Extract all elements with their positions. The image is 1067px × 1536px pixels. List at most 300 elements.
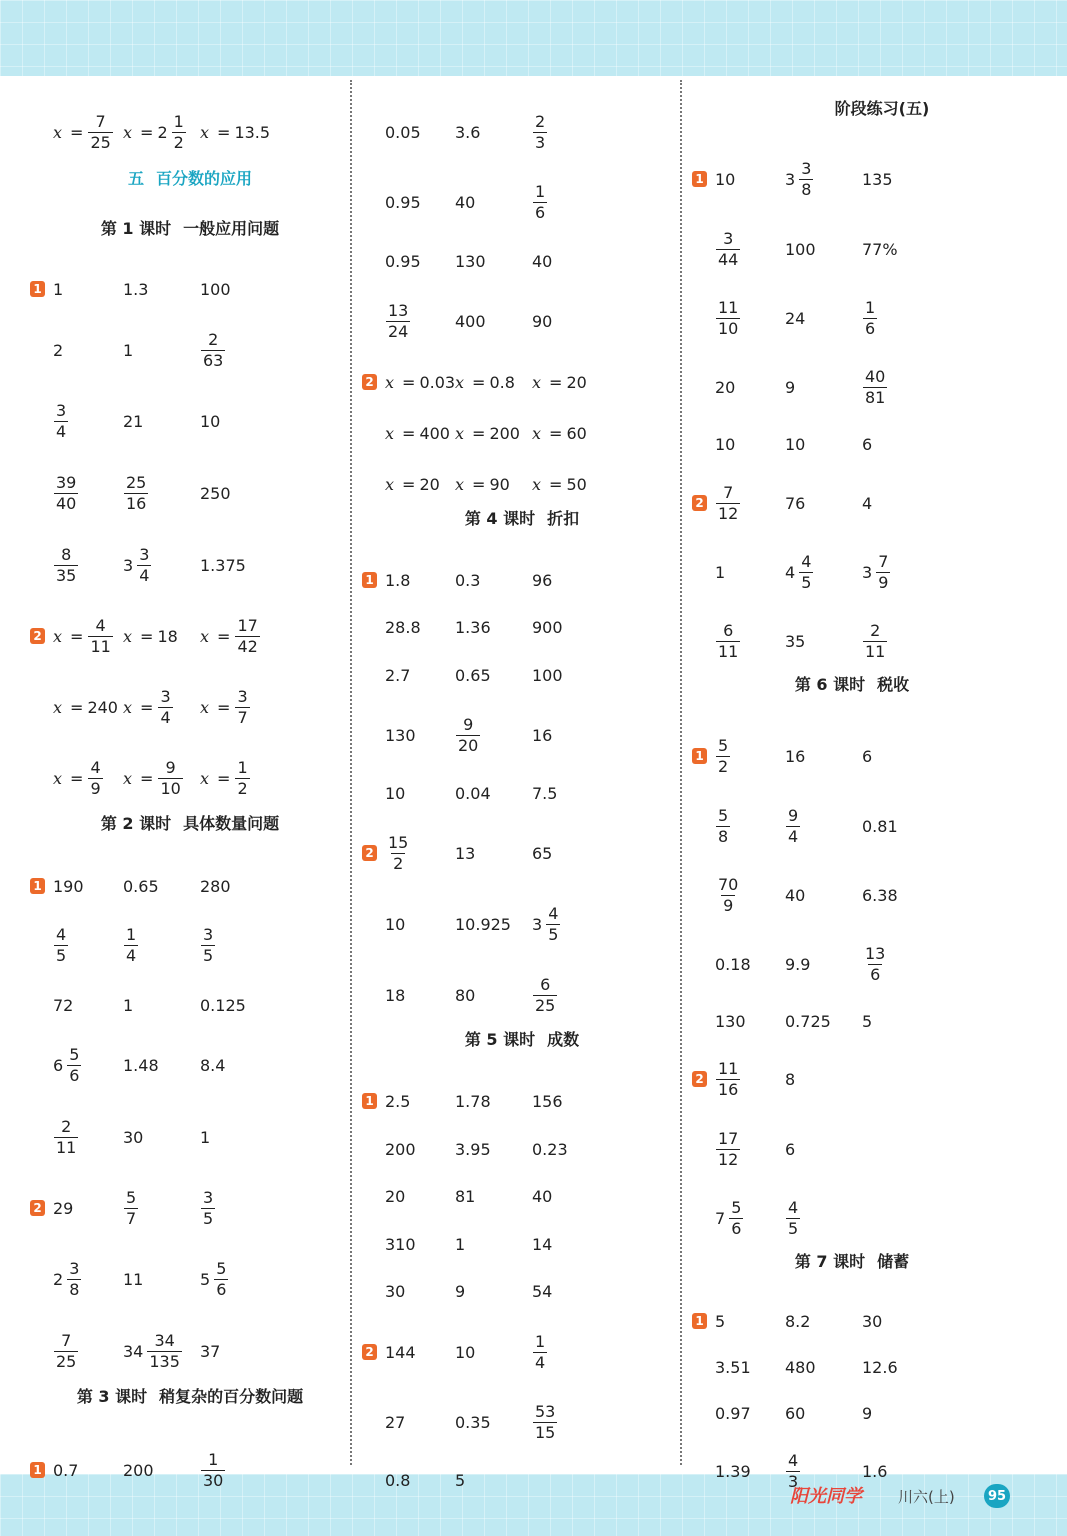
answer-cell (785, 149, 814, 209)
fraction-numerator: 3 (237, 686, 248, 706)
answer-row (30, 677, 350, 737)
answer-cell (785, 865, 805, 925)
answer-cell (385, 1322, 416, 1382)
answer-cell (862, 934, 888, 994)
answer-value: 0.81 (862, 816, 898, 836)
answer-cell (715, 611, 741, 671)
variable-x: x (123, 697, 133, 717)
fraction-denominator: 6 (69, 1065, 80, 1085)
lesson-heading (692, 668, 1012, 698)
answer-cell (715, 934, 751, 994)
fraction-denominator: 40 (56, 493, 77, 513)
answer-row (362, 823, 682, 883)
answer-value: 9 (785, 377, 796, 397)
fraction (716, 805, 730, 846)
answer-cell (455, 291, 486, 351)
answer-cell (53, 1249, 82, 1309)
answer-cell (532, 823, 552, 883)
variable-x: x (123, 768, 133, 788)
answer-value: 100 (200, 279, 231, 299)
answer-value: 9 (455, 1281, 466, 1301)
fraction (137, 544, 151, 585)
fraction-denominator: 3 (788, 1471, 799, 1491)
answer-row (692, 219, 1012, 279)
answer-row (692, 542, 1012, 602)
answer-cell (455, 705, 481, 765)
variable-x: x (385, 372, 395, 392)
equals-sign: = (549, 474, 563, 494)
lesson-heading (362, 1023, 682, 1053)
answer-row (692, 611, 1012, 671)
fraction-numerator: 2 (535, 111, 546, 131)
fraction-numerator: 9 (788, 805, 799, 825)
answer-value: 0.03 (419, 372, 456, 392)
answer-cell (53, 856, 84, 916)
variable-x: x (200, 626, 210, 646)
answer-cell (455, 763, 491, 823)
answer-value: 16 (532, 725, 553, 745)
fraction-numerator: 3 (723, 228, 734, 248)
answer-cell (532, 1261, 552, 1321)
answer-value: 3.6 (455, 122, 481, 142)
answer-row (362, 172, 682, 232)
question-marker: 1 (692, 748, 707, 764)
answer-row (362, 1392, 682, 1452)
fraction-denominator: 5 (56, 945, 67, 965)
equals-sign: = (70, 122, 84, 142)
fraction (67, 1044, 81, 1085)
fraction-denominator: 6 (731, 1218, 742, 1238)
answer-cell (455, 1392, 491, 1452)
column-divider-left (350, 80, 352, 1465)
answer-cell (385, 763, 405, 823)
equals-sign: = (549, 423, 563, 443)
answer-cell (715, 1441, 751, 1501)
fraction (235, 615, 259, 656)
question-marker: 2 (362, 845, 377, 861)
answer-value: 10 (715, 434, 736, 454)
fraction-denominator: 8 (801, 179, 812, 199)
answer-value: 2.7 (385, 665, 411, 685)
fraction-numerator: 1 (865, 297, 876, 317)
answer-cell (385, 231, 421, 291)
fraction-denominator: 12 (718, 503, 739, 523)
variable-x: x (455, 423, 465, 443)
fraction-denominator: 16 (718, 1079, 739, 1099)
answer-value: 1.36 (455, 617, 491, 637)
fraction-denominator: 9 (878, 572, 889, 592)
answer-value: 13 (455, 843, 476, 863)
fraction-denominator: 5 (203, 945, 214, 965)
answer-value: 0.05 (385, 122, 421, 142)
answer-row (30, 975, 350, 1035)
answer-cell (862, 726, 872, 786)
answer-cell (785, 1188, 801, 1248)
answer-value: 1.48 (123, 1055, 159, 1075)
answer-cell (53, 606, 114, 666)
answer-row (362, 102, 682, 162)
answer-value: 280 (200, 876, 231, 896)
question-marker: 1 (362, 1093, 377, 1109)
fraction-denominator: 2 (718, 756, 729, 776)
fraction (533, 974, 557, 1015)
fraction-numerator: 4 (95, 615, 106, 635)
fraction-denominator: 6 (870, 964, 881, 984)
mixed-whole: 4 (785, 562, 796, 582)
fraction-numerator: 2 (61, 1116, 72, 1136)
answer-cell (53, 1035, 82, 1095)
equals-sign: = (402, 372, 416, 392)
equals-sign: = (140, 768, 154, 788)
fraction-denominator: 10 (718, 318, 739, 338)
fraction-denominator: 25 (90, 132, 111, 152)
variable-x: x (53, 122, 63, 142)
answer-value: 10 (455, 1342, 476, 1362)
answer-value: 6 (785, 1139, 796, 1159)
answer-value: 0.95 (385, 192, 421, 212)
answer-row (30, 1440, 350, 1500)
answer-cell (200, 1035, 225, 1095)
question-marker: 2 (30, 1200, 45, 1216)
fraction-denominator: 5 (203, 1208, 214, 1228)
answer-cell (785, 473, 805, 533)
answer-value: 14 (532, 1234, 553, 1254)
answer-row (692, 934, 1012, 994)
answer-cell (455, 102, 480, 162)
mixed-whole: 2 (53, 1269, 64, 1289)
fraction-denominator: 11 (90, 636, 111, 656)
answer-cell (455, 894, 511, 954)
answer-row (30, 606, 350, 666)
question-marker: 2 (30, 628, 45, 644)
fraction (876, 551, 890, 592)
answer-value: 1.8 (385, 570, 411, 590)
fraction-numerator: 4 (56, 924, 67, 944)
answer-cell (862, 219, 898, 279)
mixed-whole: 7 (715, 1208, 726, 1228)
answer-cell (785, 1119, 795, 1179)
answer-row (692, 1383, 1012, 1443)
answer-value: 1.78 (455, 1091, 491, 1111)
answer-value: 0.35 (455, 1412, 491, 1432)
answer-cell (200, 102, 270, 162)
fraction-numerator: 34 (154, 1330, 175, 1350)
answer-value: 35 (785, 631, 806, 651)
answer-cell (532, 965, 558, 1025)
fraction-denominator: 2 (237, 778, 248, 798)
answer-cell (455, 231, 486, 291)
answer-cell (53, 463, 79, 523)
answer-cell (385, 965, 405, 1025)
answer-value: 0.65 (455, 665, 491, 685)
mixed-whole: 34 (123, 1341, 144, 1361)
fraction-denominator: 9 (90, 778, 101, 798)
fraction (54, 924, 68, 965)
variable-x: x (200, 122, 210, 142)
fraction-numerator: 11 (718, 1058, 739, 1078)
fraction-denominator: 2 (173, 132, 184, 152)
answer-row (30, 463, 350, 523)
lesson-name: 一般应用问题 (183, 218, 280, 238)
lesson-number: 第 3 课时 (76, 1386, 148, 1406)
fraction (54, 1116, 78, 1157)
answer-row (692, 991, 1012, 1051)
answer-cell (200, 1440, 226, 1500)
answer-cell (715, 288, 741, 348)
variable-x: x (532, 372, 542, 392)
fraction-denominator: 12 (718, 1149, 739, 1169)
fraction-denominator: 4 (139, 565, 150, 585)
answer-cell (785, 414, 805, 474)
answer-cell (385, 1261, 405, 1321)
answer-cell (200, 1321, 220, 1381)
lesson-name: 储蓄 (877, 1251, 910, 1271)
answer-value: 1 (123, 340, 134, 360)
fraction (729, 1197, 743, 1238)
mixed-whole: 3 (123, 555, 134, 575)
answer-value: 20 (385, 1186, 406, 1206)
mixed-whole: 3 (862, 562, 873, 582)
answer-value: 310 (385, 1234, 416, 1254)
fraction-denominator: 11 (718, 641, 739, 661)
answer-cell (785, 991, 831, 1051)
fraction (786, 1197, 800, 1238)
answer-cell (532, 1322, 548, 1382)
fraction-numerator: 7 (723, 482, 734, 502)
fraction-denominator: 42 (237, 636, 258, 656)
fraction-denominator: 2 (393, 853, 404, 873)
answer-column-2 (362, 80, 682, 1490)
fraction-numerator: 6 (723, 620, 734, 640)
answer-cell (785, 357, 795, 417)
fraction-denominator: 63 (203, 350, 224, 370)
answer-value: 400 (419, 423, 450, 443)
answer-value: 50 (566, 474, 587, 494)
answer-value: 29 (53, 1198, 74, 1218)
fraction (124, 1187, 138, 1228)
answer-value: 81 (455, 1186, 476, 1206)
fraction-numerator: 3 (801, 158, 812, 178)
answer-value: 1 (455, 1234, 466, 1254)
fraction-denominator: 7 (237, 707, 248, 727)
answer-value: 20 (419, 474, 440, 494)
answer-cell (862, 1383, 872, 1443)
answer-value: 65 (532, 843, 553, 863)
answer-value: 100 (785, 239, 816, 259)
fraction (863, 366, 887, 407)
answer-value: 10 (200, 411, 221, 431)
answer-row (692, 473, 1012, 533)
brand-logo: 阳光同学 (790, 1486, 862, 1507)
fraction (716, 482, 740, 523)
equals-sign: = (140, 697, 154, 717)
answer-value: 400 (455, 311, 486, 331)
fraction (533, 181, 547, 222)
answer-cell (200, 259, 231, 319)
lesson-number: 第 2 课时 (100, 813, 172, 833)
answer-cell (123, 391, 143, 451)
answer-cell (200, 856, 231, 916)
answer-cell (53, 1178, 73, 1238)
mixed-whole: 6 (53, 1055, 64, 1075)
section-title: 百分数的应用 (156, 168, 253, 188)
answer-row (692, 796, 1012, 856)
answer-value: 28.8 (385, 617, 421, 637)
answer-cell (123, 677, 174, 737)
fraction (147, 1330, 182, 1371)
answer-row (30, 1035, 350, 1095)
fraction (533, 1401, 557, 1442)
fraction-numerator: 1 (535, 1331, 546, 1351)
fraction (533, 1331, 547, 1372)
fraction-numerator: 5 (69, 1044, 80, 1064)
answer-cell (53, 320, 63, 380)
fraction (235, 686, 249, 727)
answer-cell (123, 748, 184, 808)
fraction (124, 924, 138, 965)
fraction (799, 551, 813, 592)
answer-value: 30 (385, 1281, 406, 1301)
answer-cell (532, 894, 561, 954)
answer-value: 5 (862, 1011, 873, 1031)
fraction (201, 1449, 225, 1490)
fraction-numerator: 6 (540, 974, 551, 994)
fraction-numerator: 2 (208, 329, 219, 349)
fraction-numerator: 13 (388, 300, 409, 320)
answer-cell (455, 172, 475, 232)
answer-value: 11 (123, 1269, 144, 1289)
equals-sign: = (70, 626, 84, 646)
section-number: 五 (127, 168, 144, 188)
answer-value: 30 (123, 1127, 144, 1147)
fraction-numerator: 53 (535, 1401, 556, 1421)
fraction-numerator: 1 (173, 111, 184, 131)
lesson-heading (692, 1245, 1012, 1275)
fraction (54, 1330, 78, 1371)
answer-cell (200, 1107, 210, 1167)
answer-value: 130 (385, 725, 416, 745)
answer-row (30, 1178, 350, 1238)
answer-cell (385, 1392, 405, 1452)
fraction-denominator: 4 (126, 945, 137, 965)
answer-cell (715, 1188, 744, 1248)
answer-value: 130 (715, 1011, 746, 1031)
answer-cell (123, 606, 178, 666)
variable-x: x (455, 474, 465, 494)
fraction-numerator: 1 (237, 757, 248, 777)
answer-value: 6.38 (862, 885, 898, 905)
answer-value: 10 (385, 914, 406, 934)
answer-row (30, 102, 350, 162)
answer-value: 1 (123, 995, 134, 1015)
answer-value: 0.65 (123, 876, 159, 896)
equals-sign: = (140, 122, 154, 142)
answer-value: 72 (53, 995, 74, 1015)
mixed-whole: 3 (785, 169, 796, 189)
lesson-name: 折扣 (547, 508, 580, 528)
answer-value: 27 (385, 1412, 406, 1432)
fraction (799, 158, 813, 199)
answer-cell (862, 991, 872, 1051)
answer-cell (715, 219, 741, 279)
answer-cell (715, 414, 735, 474)
answer-row (30, 1249, 350, 1309)
answer-value: 10 (715, 169, 736, 189)
question-marker: 1 (30, 281, 45, 297)
lesson-heading (30, 807, 350, 837)
answer-cell (715, 726, 731, 786)
answer-row (30, 915, 350, 975)
fraction (533, 111, 547, 152)
answer-row (30, 391, 350, 451)
answer-value: 37 (200, 1341, 221, 1361)
fraction (716, 1128, 740, 1169)
answer-value: 0.125 (200, 995, 246, 1015)
fraction (201, 329, 225, 370)
answer-cell (123, 1321, 183, 1381)
fraction (716, 1058, 740, 1099)
answer-value: 0.23 (532, 1139, 568, 1159)
fraction-numerator: 3 (56, 400, 67, 420)
answer-value: 10.925 (455, 914, 511, 934)
fraction-numerator: 9 (165, 757, 176, 777)
answer-value: 190 (53, 876, 84, 896)
fraction-numerator: 17 (237, 615, 258, 635)
answer-cell (123, 1035, 159, 1095)
answer-value: 6 (862, 746, 873, 766)
fraction-numerator: 4 (548, 903, 559, 923)
fraction-numerator: 70 (718, 874, 739, 894)
lesson-name: 稍复杂的百分数问题 (159, 1386, 304, 1406)
answer-value: 16 (785, 746, 806, 766)
answer-cell (53, 1321, 79, 1381)
fraction-denominator: 4 (56, 421, 67, 441)
fraction-numerator: 11 (718, 297, 739, 317)
answer-row (362, 645, 682, 705)
fraction-denominator: 7 (126, 1208, 137, 1228)
answer-row (692, 288, 1012, 348)
fraction-denominator: 11 (865, 641, 886, 661)
answer-value: 80 (455, 985, 476, 1005)
answer-cell (715, 149, 735, 209)
fraction-denominator: 6 (865, 318, 876, 338)
fraction-denominator: 4 (160, 707, 171, 727)
answer-value: 130 (455, 251, 486, 271)
answer-cell (200, 320, 226, 380)
question-marker: 2 (362, 374, 377, 390)
answer-row (362, 291, 682, 351)
answer-cell (53, 259, 63, 319)
variable-x: x (53, 697, 63, 717)
fraction (386, 300, 410, 341)
fraction (158, 757, 182, 798)
variable-x: x (123, 626, 133, 646)
fraction-numerator: 1 (126, 924, 137, 944)
fraction-denominator: 16 (126, 493, 147, 513)
answer-value: 1.39 (715, 1461, 751, 1481)
fraction (863, 297, 877, 338)
fraction-numerator: 9 (463, 714, 474, 734)
question-marker: 1 (30, 878, 45, 894)
answer-value: 1 (53, 279, 64, 299)
answer-cell (532, 705, 552, 765)
answer-value: 0.725 (785, 1011, 831, 1031)
answer-cell (785, 542, 814, 602)
answer-cell (53, 677, 118, 737)
answer-value: 90 (532, 311, 553, 331)
answer-cell (862, 357, 888, 417)
answer-cell (123, 535, 152, 595)
